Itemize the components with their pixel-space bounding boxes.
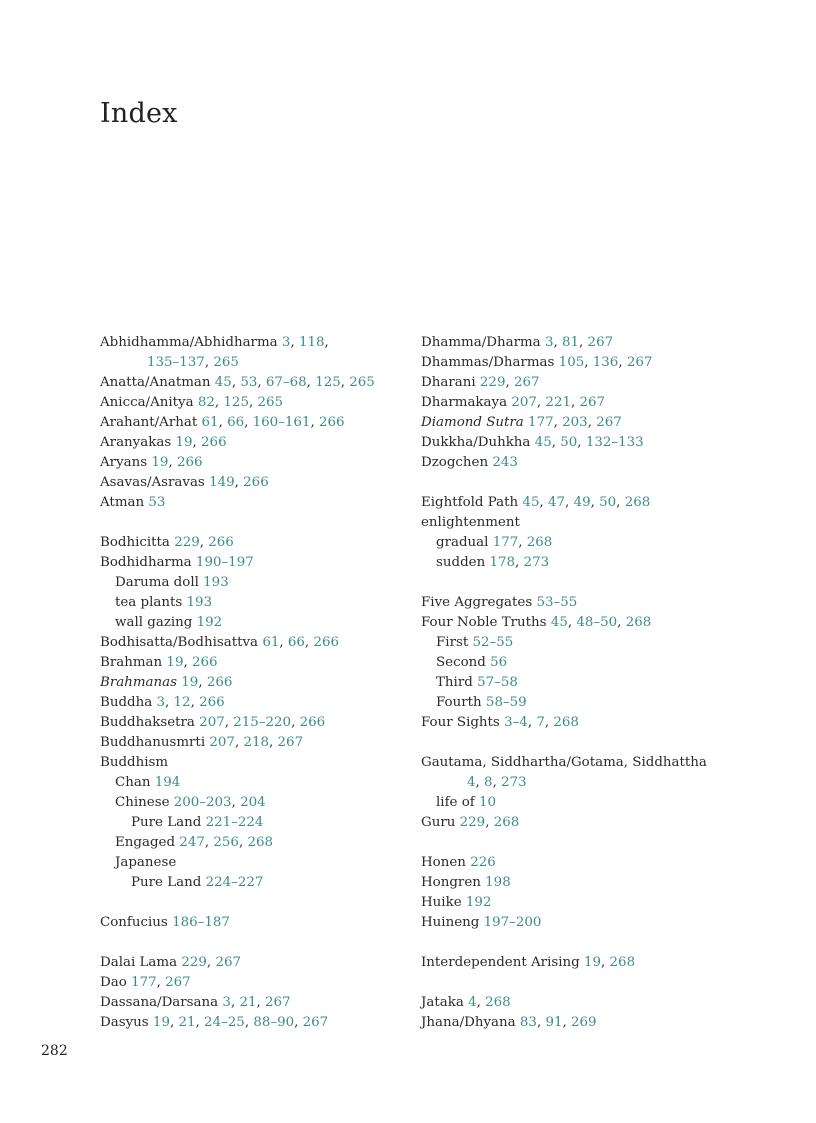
page-reference-link[interactable]: 229 — [181, 955, 207, 970]
index-subentry: Chinese 200–203, 204 — [115, 795, 266, 810]
index-subentry — [100, 873, 405, 893]
index-subentry — [421, 633, 781, 653]
page-reference-link[interactable]: 207 — [511, 395, 537, 410]
page-reference-link[interactable]: 266 — [176, 455, 203, 470]
page-reference-link[interactable]: 267 — [596, 415, 622, 430]
entry-term: Daruma doll — [115, 575, 199, 590]
index-entry: Dassana/Darsana 3, 21, 267 — [100, 995, 291, 1010]
page-reference-link[interactable]: 3–4 — [504, 715, 528, 730]
entry-term: Fourth — [436, 695, 482, 710]
page-reference-link[interactable]: 10 — [479, 795, 497, 810]
page-reference-link[interactable]: 52–55 — [472, 635, 514, 650]
page-reference-link[interactable]: 229 — [174, 535, 200, 550]
index-entry: Brahman 19, 266 — [100, 655, 218, 670]
index-entry — [100, 553, 405, 573]
page-reference-link[interactable]: 66 — [287, 635, 305, 650]
index-entry: Dhammas/Dharmas 105, 136, 267 — [421, 355, 653, 370]
page-reference-link[interactable]: 4 — [467, 775, 476, 790]
page-reference-link[interactable]: 256 — [213, 835, 239, 850]
entry-term: Bodhicitta — [100, 535, 170, 550]
page-reference-link[interactable]: 3 — [222, 995, 231, 1010]
entry-gap — [421, 733, 781, 753]
page-reference-link[interactable]: 265 — [213, 355, 239, 370]
page-reference-link[interactable]: 226 — [470, 855, 496, 870]
index-entry — [421, 593, 781, 613]
page-reference-link[interactable]: 61 — [262, 635, 280, 650]
entry-term: Arahant/Arhat — [100, 415, 198, 430]
entry-gap — [421, 573, 781, 593]
page-reference-link[interactable]: 266 — [299, 715, 326, 730]
entry-term: Huineng — [421, 915, 480, 930]
entry-term: Aranyakas — [100, 435, 172, 450]
entry-term: Chinese — [115, 795, 170, 810]
entry-term: Honen — [421, 855, 466, 870]
page-reference-link[interactable]: 82 — [197, 395, 215, 410]
page-reference-link[interactable]: 268 — [247, 835, 274, 850]
entry-gap — [100, 893, 405, 913]
page-reference-link[interactable]: 88–90 — [253, 1015, 295, 1030]
entry-term: Asavas/Asravas — [100, 475, 205, 490]
entry-term: Dzogchen — [421, 455, 489, 470]
page-reference-link[interactable]: 3 — [281, 335, 291, 350]
page-reference-link[interactable]: 268 — [609, 955, 636, 970]
page-reference-link[interactable]: 215–220 — [233, 715, 292, 730]
page-reference-link[interactable]: 7 — [536, 715, 545, 730]
index-entry: Dao 177, 267 — [100, 975, 191, 990]
page-reference-link[interactable]: 149 — [209, 475, 235, 490]
entry-term: Anatta/Anatman — [100, 375, 211, 390]
page-reference-link[interactable]: 53 — [148, 495, 166, 510]
page-reference-link[interactable]: 83 — [519, 1015, 537, 1030]
index-entry: Aranyakas 19, 266 — [100, 435, 227, 450]
entry-term: Buddha — [100, 695, 153, 710]
entry-term: Four Noble Truths — [421, 615, 547, 630]
entry-term: Engaged — [115, 835, 176, 850]
page-reference-link[interactable]: 193 — [203, 575, 229, 590]
index-entry: Dasyus 19, 21, 24–25, 88–90, 267 — [100, 1015, 329, 1030]
page-reference-link[interactable]: 200–203 — [173, 795, 232, 810]
entry-term: Brahman — [100, 655, 163, 670]
page-reference-link[interactable]: 53 — [240, 375, 258, 390]
entry-term: Bodhisatta/Bodhisattva — [100, 635, 259, 650]
page-reference-link[interactable]: 193 — [186, 595, 213, 610]
index-subentry: Engaged 247, 256, 268 — [115, 835, 274, 850]
index-entry — [100, 913, 405, 933]
page-reference-link[interactable]: 186–187 — [172, 915, 230, 930]
page-reference-link[interactable]: 3 — [544, 335, 554, 350]
page-reference-link[interactable]: 218 — [243, 735, 270, 750]
index-subentry — [421, 693, 781, 713]
page-reference-link[interactable]: 53–55 — [536, 595, 578, 610]
entry-term: Interdependent Arising — [421, 955, 580, 970]
page-reference-link[interactable]: 56 — [490, 655, 508, 670]
page-reference-link[interactable]: 4 — [468, 995, 477, 1010]
page-reference-link[interactable]: 221 — [545, 395, 571, 410]
page-reference-link[interactable]: 12 — [173, 695, 191, 710]
index-entry: Interdependent Arising 19, 268 — [421, 955, 636, 970]
index-entry: Dukkha/Duhkha 45, 50, 132–133 — [421, 435, 644, 450]
index-entry: Dalai Lama 229, 267 — [100, 955, 241, 970]
entry-term: Buddhaksetra — [100, 715, 195, 730]
page-reference-link[interactable]: 266 — [191, 655, 218, 670]
entry-term: Dharani — [421, 375, 476, 390]
page-reference-link[interactable]: 247 — [179, 835, 205, 850]
page-reference-link[interactable]: 50 — [599, 495, 617, 510]
entry-term: Diamond Sutra — [421, 415, 524, 430]
page-reference-link[interactable]: 266 — [318, 415, 345, 430]
page-reference-link[interactable]: 19 — [152, 1015, 170, 1030]
page-reference-link[interactable]: 204 — [240, 795, 266, 810]
page-reference-link[interactable]: 267 — [165, 975, 191, 990]
index-subentry — [100, 813, 405, 833]
entry-term: Dharmakaya — [421, 395, 508, 410]
entry-term: Bodhidharma — [100, 555, 192, 570]
page-reference-link[interactable]: 67–68 — [265, 375, 307, 390]
page-reference-link[interactable]: 194 — [154, 775, 181, 790]
entry-term: Japanese — [115, 855, 177, 870]
page-reference-link[interactable]: 243 — [492, 455, 518, 470]
index-entry: Diamond Sutra 177, 203, 267 — [421, 415, 622, 430]
index-entry: Dhamma/Dharma 3, 81, 267 — [421, 335, 614, 350]
page-reference-link[interactable]: 50 — [560, 435, 578, 450]
page-reference-link[interactable]: 48–50 — [576, 615, 618, 630]
page-reference-link[interactable]: 3 — [156, 695, 166, 710]
entry-term: First — [436, 635, 469, 650]
page-reference-link[interactable]: 24–25 — [204, 1015, 245, 1030]
page-reference-link[interactable]: 266 — [201, 435, 227, 450]
index-subentry: sudden 178, 273 — [436, 555, 550, 570]
index-entry: Asavas/Asravas 149, 266 — [100, 475, 269, 490]
entry-term: Buddhism — [100, 755, 169, 770]
index-entry: Dharani 229, 267 — [421, 375, 540, 390]
page-reference-link[interactable]: 268 — [493, 815, 520, 830]
page-reference-link[interactable]: 178 — [489, 555, 516, 570]
index-entry: Guru 229, 268 — [421, 815, 520, 830]
entry-term: Jataka — [421, 995, 464, 1010]
entry-term: Four Sights — [421, 715, 500, 730]
index-entry: Four Noble Truths 45, 48–50, 268 — [421, 615, 652, 630]
index-entry: Anicca/Anitya 82, 125, 265 — [100, 395, 284, 410]
page-reference-link[interactable]: 267 — [513, 375, 540, 390]
page-reference-link[interactable]: 19 — [151, 455, 169, 470]
page-reference-link[interactable]: 267 — [302, 1015, 329, 1030]
page-reference-link[interactable]: 19 — [583, 955, 602, 970]
index-entry — [421, 873, 781, 893]
entry-gap — [421, 833, 781, 853]
page-reference-link[interactable]: 177 — [528, 415, 554, 430]
page-reference-link[interactable]: 265 — [349, 375, 375, 390]
index-subentry: gradual 177, 268 — [436, 535, 553, 550]
entry-term: Third — [436, 675, 473, 690]
entry-term: Pure Land — [131, 875, 202, 890]
index-subentry — [100, 573, 405, 593]
page-reference-link[interactable]: 125 — [223, 395, 249, 410]
index-entry: Brahmanas 19, 266 — [100, 675, 233, 690]
index-entry: Abhidhamma/Abhidharma 3, 118, — [100, 335, 329, 350]
entry-term: Gautama, Siddhartha/Gotama, Siddhattha — [421, 755, 707, 770]
entry-term: Aryans — [100, 455, 148, 470]
index-entry: Buddhaksetra 207, 215–220, 266 — [100, 715, 326, 730]
entry-term: Dao — [100, 975, 127, 990]
entry-gap — [421, 933, 781, 953]
page-reference-link[interactable]: 267 — [215, 955, 241, 970]
page-reference-link[interactable]: 267 — [626, 355, 653, 370]
entry-term: tea plants — [115, 595, 183, 610]
page-reference-link[interactable]: 229 — [459, 815, 486, 830]
page-reference-link[interactable]: 268 — [526, 535, 553, 550]
page-reference-link[interactable]: 58–59 — [485, 695, 527, 710]
page-reference-link[interactable]: 267 — [579, 395, 606, 410]
page-reference-link[interactable]: 49 — [573, 495, 591, 510]
index-entry — [421, 753, 781, 773]
entry-term: Pure Land — [131, 815, 202, 830]
entry-term: Anicca/Anitya — [100, 395, 194, 410]
page-reference-link[interactable]: 177 — [492, 535, 519, 550]
page-reference-link[interactable]: 45 — [550, 615, 568, 630]
page-reference-link[interactable]: 267 — [265, 995, 291, 1010]
index-entry: Jataka 4, 268 — [421, 995, 511, 1010]
entry-gap — [100, 513, 405, 533]
page-reference-link[interactable]: 268 — [625, 615, 652, 630]
page-reference-link[interactable]: 266 — [313, 635, 339, 650]
index-subentry — [100, 613, 405, 633]
page-reference-link[interactable]: 192 — [465, 895, 492, 910]
page-reference-link[interactable]: 268 — [553, 715, 579, 730]
entry-term: wall gazing — [115, 615, 193, 630]
page-reference-link[interactable]: 160–161 — [252, 415, 311, 430]
entry-term: Buddhanusmrti — [100, 735, 206, 750]
page-reference-link[interactable]: 267 — [277, 735, 304, 750]
index-column-left — [100, 333, 405, 1033]
entry-term: Atman — [100, 495, 145, 510]
page-reference-link[interactable]: 132–133 — [585, 435, 644, 450]
page-reference-link[interactable]: 177 — [131, 975, 157, 990]
index-subentry — [421, 653, 781, 673]
index-entry: Dharmakaya 207, 221, 267 — [421, 395, 606, 410]
page-reference-link[interactable]: 273 — [523, 555, 550, 570]
entry-gap — [100, 933, 405, 953]
index-entry — [421, 513, 781, 533]
page-reference-link[interactable]: 45 — [522, 495, 540, 510]
page-reference-link[interactable]: 47 — [548, 495, 566, 510]
entry-term: life of — [436, 795, 475, 810]
entry-gap — [421, 973, 781, 993]
entry-term: Dhammas/Dharmas — [421, 355, 555, 370]
page-reference-link[interactable]: 91 — [545, 1015, 563, 1030]
page-reference-link[interactable]: 105 — [558, 355, 585, 370]
page-reference-link[interactable]: 266 — [243, 475, 269, 490]
index-entry — [421, 453, 781, 473]
page-reference-link[interactable]: 229 — [479, 375, 506, 390]
entry-term: Huike — [421, 895, 462, 910]
page-reference-link[interactable]: 273 — [501, 775, 527, 790]
page-reference-link[interactable]: 125 — [315, 375, 341, 390]
page-reference-link[interactable]: 81 — [561, 335, 580, 350]
entry-term: Second — [436, 655, 486, 670]
index-column-right — [421, 333, 781, 1033]
index-entry — [421, 913, 781, 933]
entry-term: Confucius — [100, 915, 168, 930]
index-subentry — [100, 853, 405, 873]
page-reference-link[interactable]: 57–58 — [477, 675, 518, 690]
index-entry: Aryans 19, 266 — [100, 455, 203, 470]
index-subentry — [421, 673, 781, 693]
page-reference-link[interactable]: 266 — [199, 695, 225, 710]
page-reference-link[interactable]: 224–227 — [205, 875, 264, 890]
page-reference-link[interactable]: 192 — [196, 615, 223, 630]
entry-term: enlightenment — [421, 515, 520, 530]
page-reference-link[interactable]: 197–200 — [483, 915, 542, 930]
entry-term: Dasyus — [100, 1015, 149, 1030]
page-reference-link[interactable]: 19 — [166, 655, 184, 670]
entry-term: Chan — [115, 775, 151, 790]
index-entry — [421, 893, 781, 913]
page-reference-link[interactable]: 266 — [206, 675, 233, 690]
entry-term: gradual — [436, 535, 489, 550]
page-reference-link[interactable]: 268 — [485, 995, 511, 1010]
entry-term: Dhamma/Dharma — [421, 335, 541, 350]
page-reference-link[interactable]: 135–137 — [147, 355, 205, 370]
page-reference-link[interactable]: 198 — [485, 875, 511, 890]
page-reference-link[interactable]: 207 — [199, 715, 225, 730]
index-subentry: 4, 8, 273 — [467, 775, 527, 790]
entry-term: Abhidhamma/Abhidharma — [100, 335, 278, 350]
index-entry: Arahant/Arhat 61, 66, 160–161, 266 — [100, 415, 345, 430]
page-reference-link[interactable]: 45 — [534, 435, 552, 450]
page-reference-link[interactable]: 19 — [175, 435, 193, 450]
page-reference-link[interactable]: 267 — [587, 335, 614, 350]
page-reference-link[interactable]: 8 — [484, 775, 493, 790]
page-reference-link[interactable]: 136 — [592, 355, 619, 370]
index-entry: Buddhanusmrti 207, 218, 267 — [100, 735, 304, 750]
entry-term: Jhana/Dhyana — [421, 1015, 516, 1030]
page-reference-link[interactable]: 207 — [209, 735, 235, 750]
page-reference-link[interactable]: 45 — [214, 375, 232, 390]
index-entry: Eightfold Path 45, 47, 49, 50, 268 — [421, 495, 651, 510]
page-reference-link[interactable]: 118 — [298, 335, 325, 350]
index-entry: Anatta/Anatman 45, 53, 67–68, 125, 265 — [100, 375, 375, 390]
entry-term: Five Aggregates — [421, 595, 533, 610]
page-reference-link[interactable]: 190–197 — [195, 555, 254, 570]
index-subentry — [100, 593, 405, 613]
index-subentry — [100, 773, 405, 793]
page-reference-link[interactable]: 21 — [239, 995, 257, 1010]
index-entry: Buddha 3, 12, 266 — [100, 695, 225, 710]
page-reference-link[interactable]: 221–224 — [205, 815, 264, 830]
entry-term: Brahmanas — [100, 675, 178, 690]
entry-term: Eightfold Path — [421, 495, 519, 510]
index-subentry: 135–137, 265 — [147, 355, 239, 370]
page-title: Index — [100, 98, 178, 129]
index-entry — [421, 853, 781, 873]
page-reference-link[interactable]: 61 — [201, 415, 219, 430]
index-entry — [100, 753, 405, 773]
page-number: 282 — [41, 1043, 68, 1059]
entry-term: Dalai Lama — [100, 955, 178, 970]
index-entry: Jhana/Dhyana 83, 91, 269 — [421, 1015, 597, 1030]
entry-gap — [421, 473, 781, 493]
index-entry: Four Sights 3–4, 7, 268 — [421, 715, 579, 730]
index-entry: Bodhicitta 229, 266 — [100, 535, 234, 550]
page-reference-link[interactable]: 266 — [208, 535, 234, 550]
page-reference-link[interactable]: 203 — [562, 415, 588, 430]
index-subentry — [421, 793, 781, 813]
page-reference-link[interactable]: 265 — [257, 395, 284, 410]
page-reference-link[interactable]: 269 — [571, 1015, 597, 1030]
page-reference-link[interactable]: 21 — [178, 1015, 196, 1030]
page-reference-link[interactable]: 66 — [227, 415, 245, 430]
entry-term: Dukkha/Duhkha — [421, 435, 531, 450]
entry-term: Dassana/Darsana — [100, 995, 219, 1010]
page-reference-link[interactable]: 268 — [624, 495, 651, 510]
index-entry — [100, 493, 405, 513]
entry-term: Guru — [421, 815, 456, 830]
page-reference-link[interactable]: 19 — [181, 675, 199, 690]
entry-term: Hongren — [421, 875, 481, 890]
entry-term: sudden — [436, 555, 486, 570]
index-entry: Bodhisatta/Bodhisattva 61, 66, 266 — [100, 635, 339, 650]
